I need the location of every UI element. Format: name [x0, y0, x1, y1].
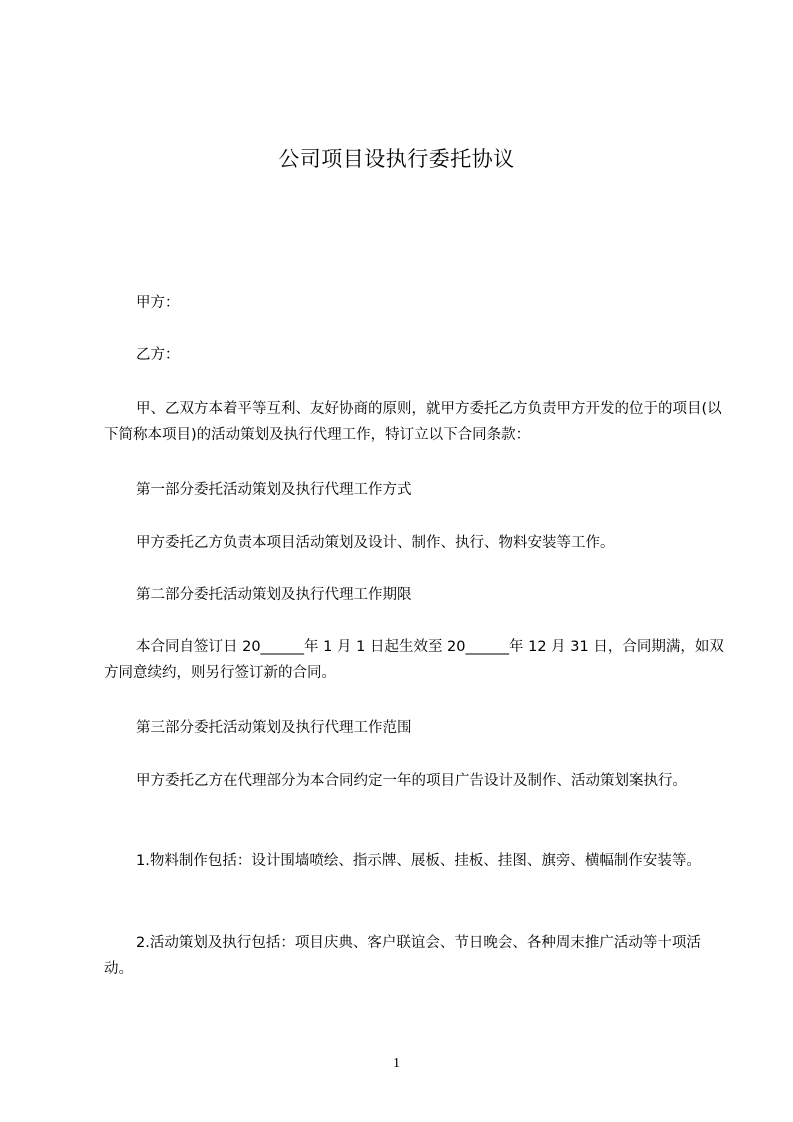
list-item-2: 2.活动策划及执行包括：项目庆典、客户联谊会、节日晚会、各种周末推广活动等十项活动。	[104, 935, 701, 977]
document-title: 公司项目设执行委托协议	[278, 147, 515, 171]
section2-heading: 第二部分委托活动策划及执行代理工作期限	[136, 587, 412, 603]
party-b-line	[104, 342, 724, 368]
section2-body: 本合同自签订日 20______年 1 月 1 日起生效至 20______年 12 月 31 日，合同期满，如双方同意续约，则另行签订新的合同。	[104, 639, 724, 681]
party-a-label: 甲方：	[136, 295, 180, 311]
party-b-label: 乙方：	[136, 347, 180, 363]
list-item-1: 1.物料制作包括：设计围墙喷绘、指示牌、展板、挂板、挂图、旗旁、横幅制作安装等。	[136, 853, 701, 869]
section3-heading: 第三部分委托活动策划及执行代理工作范围	[136, 720, 412, 736]
section3-body: 甲方委托乙方在代理部分为本合同约定一年的项目广告设计及制作、活动策划案执行。	[136, 773, 687, 789]
intro-paragraph: 甲、乙双方本着平等互利、友好协商的原则，就甲方委托乙方负责甲方开发的位于的项目(以下简称本项目)的活动策划及执行代理工作，特订立以下合同条款：	[104, 401, 722, 443]
page-number: 1	[393, 1056, 400, 1071]
section1-heading: 第一部分委托活动策划及执行代理工作方式	[136, 482, 412, 498]
section1-body: 甲方委托乙方负责本项目活动策划及设计、制作、执行、物料安装等工作。	[136, 535, 615, 551]
party-a-line	[104, 290, 724, 316]
